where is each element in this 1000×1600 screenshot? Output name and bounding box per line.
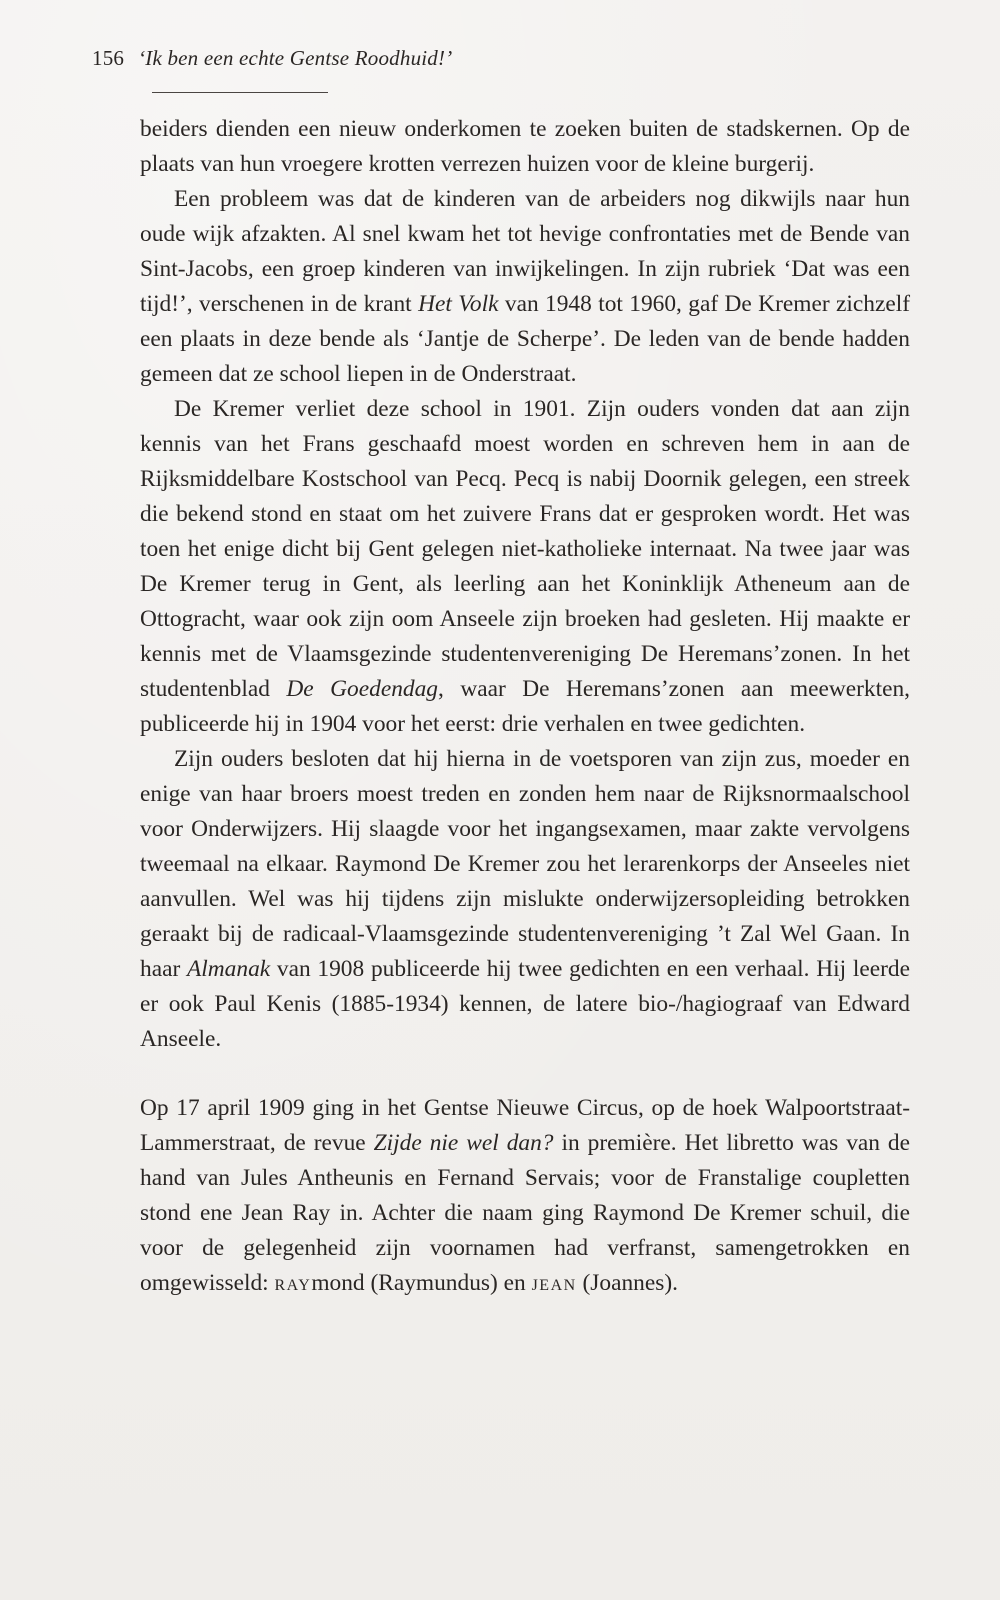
paragraph-5 [140,1091,910,1301]
paragraph-4 [140,742,910,1057]
newspaper-title: Het Volk [418,291,499,317]
book-title: ‘Ik ben een echte Gentse Roodhuid!’ [138,46,453,70]
paragraph-text: Op 17 april 1909 ging in het Gentse Nieuwe Circus, op de hoek Walpoortstraat-Lammerstraat, de revue [140,1095,910,1156]
running-head [92,46,452,71]
paragraph-text: Een probleem was dat de kinderen van de arbeiders nog dikwijls naar hun oude wijk afzakten. Al snel kwam het tot hevige confrontaties met de Bende van Sint-Jacobs, een groep kinderen van inwijkelingen. In zijn rubriek ‘Dat was een tijd!’, verschenen in de krant [140,186,910,317]
magazine-title: De Goedendag [286,676,438,702]
paragraph-text: (Joannes). [576,1270,679,1296]
almanac-title: Almanak [187,956,271,982]
paragraph-text: van 1948 tot 1960, gaf De Kremer zichzelf een plaats in deze bende als ‘Jantje de Scherpe’. De leden van de bende hadden gemeen dat ze school liepen in de Onderstraat. [140,291,911,387]
paragraph-3 [140,392,910,742]
paragraph-text: De Kremer verliet deze school in 1901. Zijn ouders vonden dat aan zijn kennis van het Frans geschaafd moest worden en schreven hem in aan de Rijksmiddelbare Kostschool van Pecq. Pecq is nabij Doornik gelegen, een streek die bekend stond en staat om het zuivere Frans dat er gesproken wordt. Het was toen het enige dicht bij Gent gelegen niet-katholieke internaat. Na twee jaar was De Kremer terug in Gent, als leerling aan het Koninklijk Atheneum aan de Ottogracht, waar ook zijn oom Anseele zijn broeken had gesleten. Hij maakte er kennis met de Vlaamsgezinde studentenvereniging De Heremans’zonen. In het studentenblad [140,396,910,702]
header-rule [152,92,328,93]
paragraph-text: in première. Het libretto was van de hand van Jules Antheunis en Fernand Servais; voor de Franstalige coupletten stond ene Jean Ray in. Achter die naam ging Raymond De Kremer schuil, die voor de gelegenheid zijn voornamen had verfranst, samengetrokken en omgewisseld: [140,1130,911,1296]
body-text [140,112,910,1301]
paragraph-text: Zijn ouders besloten dat hij hierna in de voetsporen van zijn zus, moeder en enige van haar broers moest treden en zonden hem naar de Rijksnormaalschool voor Onderwijzers. Hij slaagde voor het ingangsexamen, maar zakte vervolgens tweemaal na elkaar. Raymond De Kremer zou het lerarenkorps der Anseeles niet aanvullen. Wel was hij tijdens zijn mislukte onderwijzersopleiding betrokken geraakt bij de radicaal-Vlaamsgezinde studentenvereniging ’t Zal Wel Gaan. In haar [140,746,910,982]
paragraph-text: beiders dienden een nieuw onderkomen te zoeken buiten de stadskernen. Op de plaats van hun vroegere krotten verrezen huizen voor de kleine burgerij. [140,116,910,177]
paragraph-text: , waar De Heremans’zonen aan meewerkten, publiceerde hij in 1904 voor het eerst: drie verhalen en twee gedichten. [140,676,911,737]
smallcaps-jean: jean [531,1270,577,1296]
paragraph-2 [140,182,910,392]
revue-title: Zijde nie wel dan? [373,1130,554,1156]
paragraph-1 [140,112,910,182]
paragraph-text: van 1908 publiceerde hij twee gedichten en een verhaal. Hij leerde er ook Paul Kenis (1885-1934) kennen, de latere bio-/hagiograaf van Edward Anseele. [140,956,910,1052]
smallcaps-ray: ray [274,1270,312,1296]
paragraph-text: mond (Raymundus) en [311,1270,532,1296]
page-number: 156 [92,46,125,70]
